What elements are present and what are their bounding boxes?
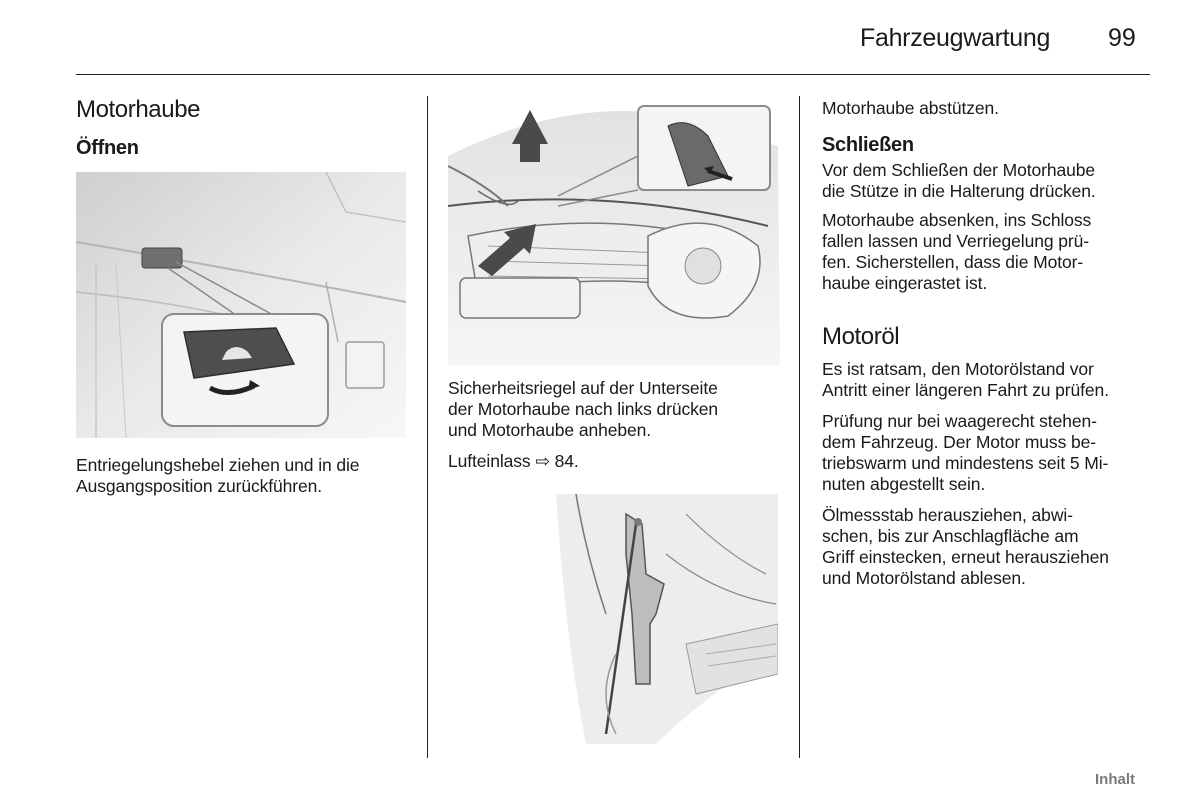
oil-para2-line2: dem Fahrzeug. Der Motor muss be- [822, 432, 1096, 452]
running-header-title: Fahrzeugwartung [860, 24, 1051, 52]
text-prop-hood: Motorhaube abstützen. [822, 98, 999, 118]
column-divider-1 [427, 96, 428, 758]
hood-prop-rod-illustration [546, 494, 778, 744]
subsection-title-oeffnen: Öffnen [76, 137, 139, 159]
subsection-title-schliessen: Schließen [822, 134, 914, 156]
caption-release-lever-2: Ausgangsposition zurückführen. [76, 476, 323, 496]
oil-para3-line3: Griff einstecken, erneut herausziehen [822, 547, 1109, 567]
section-title-motoroel: Motoröl [822, 323, 900, 350]
hood-safety-catch-illustration [448, 96, 780, 366]
close-para2-line1: Motorhaube absenken, ins Schloss [822, 210, 1092, 230]
oil-para2-line1: Prüfung nur bei waagerecht stehen- [822, 411, 1097, 431]
oil-para3-line1: Ölmessstab herausziehen, abwi- [822, 505, 1073, 525]
text-air-intake-reference[interactable]: Lufteinlass ⇨ 84. [448, 451, 579, 471]
close-para1-line2: die Stütze in die Halterung drücken. [822, 181, 1096, 201]
text-safety-catch-1: Sicherheitsriegel auf der Unterseite [448, 378, 718, 398]
page-number: 99 [1108, 24, 1136, 52]
column-divider-2 [799, 96, 800, 758]
caption-release-lever-1: Entriegelungshebel ziehen und in die [76, 455, 360, 475]
section-title-motorhaube: Motorhaube [76, 96, 201, 123]
close-para2-line2: fallen lassen und Verriegelung prü- [822, 231, 1089, 251]
hood-release-lever-illustration [76, 172, 406, 438]
text-safety-catch-3: und Motorhaube anheben. [448, 420, 652, 440]
oil-para2-line3: triebswarm und mindestens seit 5 Mi- [822, 453, 1109, 473]
close-para1-line1: Vor dem Schließen der Motorhaube [822, 160, 1096, 180]
oil-para3-line2: schen, bis zur Anschlagfläche am [822, 526, 1079, 546]
close-para2-line3: fen. Sicherstellen, dass die Motor- [822, 252, 1084, 272]
header-divider [76, 74, 1150, 75]
oil-para3-line4: und Motorölstand ablesen. [822, 568, 1026, 588]
text-safety-catch-2: der Motorhaube nach links drücken [448, 399, 719, 419]
oil-para1-line1: Es ist ratsam, den Motorölstand vor [822, 359, 1094, 379]
oil-para2-line4: nuten abgestellt sein. [822, 474, 986, 494]
close-para2-line4: haube eingerastet ist. [822, 273, 988, 293]
oil-para1-line2: Antritt einer längeren Fahrt zu prüfen. [822, 380, 1109, 400]
footer-contents-link[interactable]: Inhalt [1095, 771, 1135, 788]
